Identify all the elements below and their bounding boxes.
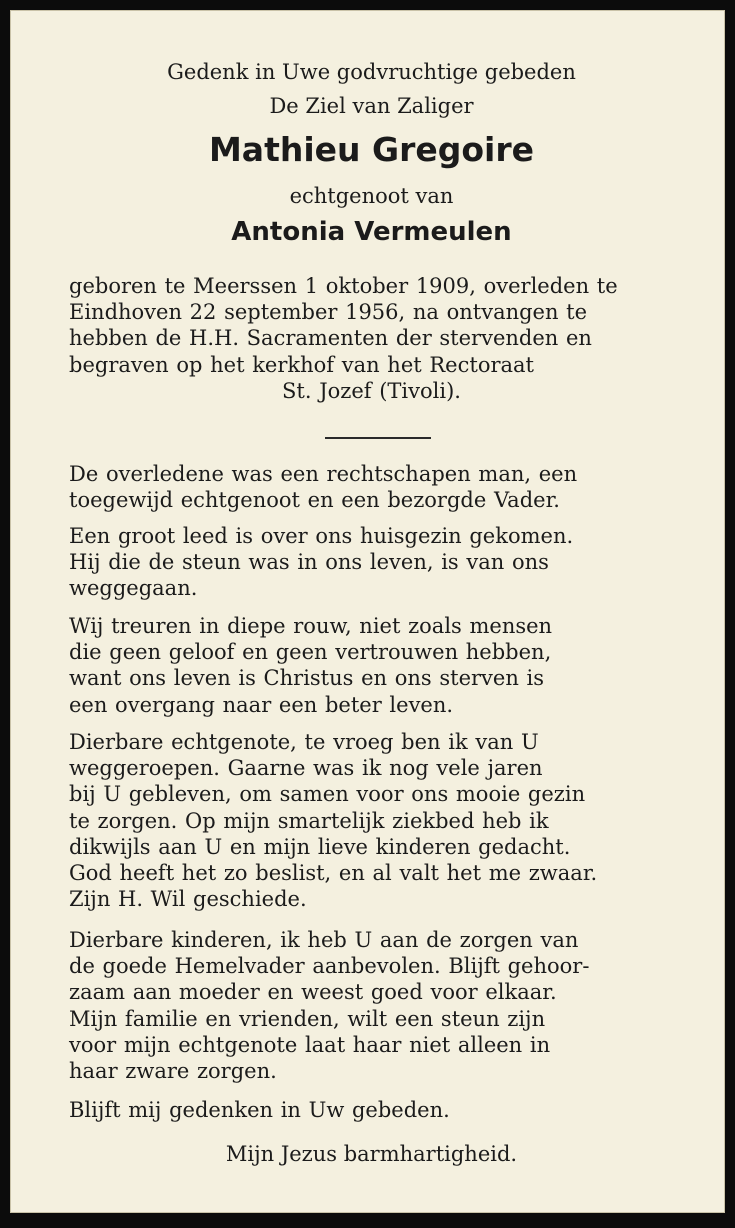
- soul-line: De Ziel van Zaliger: [269, 94, 474, 118]
- biography-line: geboren te Meerssen 1 oktober 1909, overleden te: [69, 274, 618, 298]
- divider-rule: [325, 437, 431, 439]
- biography-line: begraven op het kerkhof van het Rectoraat: [69, 352, 534, 377]
- text-line: Wij treuren in diepe rouw, niet zoals mensen: [69, 614, 553, 638]
- closing-prayer: Mijn Jezus barmhartigheid.: [225, 1142, 518, 1166]
- text-line: dikwijls aan U en mijn lieve kinderen gedacht.: [69, 834, 571, 859]
- text-line: voor mijn echtgenote laat haar niet alleen in: [69, 1032, 551, 1057]
- text-line: Een groot leed is over ons huisgezin gekomen.: [69, 524, 574, 548]
- relation-line: echtgenoot van: [289, 184, 454, 208]
- invocation-line: Gedenk in Uwe godvruchtige gebeden: [167, 60, 576, 84]
- text-line: zaam aan moeder en weest goed voor elkaar.: [69, 980, 557, 1005]
- text-line: de goede Hemelvader aanbevolen. Blijft gehoor-: [69, 954, 590, 979]
- text-line: Dierbare kinderen, ik heb U aan de zorgen van: [69, 928, 579, 952]
- paragraph-3: [69, 613, 674, 718]
- text-line: want ons leven is Christus en ons sterven is: [69, 666, 545, 691]
- text-line: Hij die de steun was in ons leven, is van ons: [69, 550, 549, 575]
- biography-line: St. Jozef (Tivoli).: [282, 378, 461, 403]
- text-line: Mijn familie en vrienden, wilt een steun zijn: [69, 1006, 546, 1031]
- paragraph-2: [69, 523, 674, 602]
- deceased-name: Mathieu Gregoire: [208, 130, 535, 169]
- spouse-name: Antonia Vermeulen: [231, 217, 512, 247]
- text-line: bij U gebleven, om samen voor ons mooie gezin: [69, 782, 586, 807]
- text-line: een overgang naar een beter leven.: [69, 692, 454, 717]
- text-line: weggegaan.: [69, 576, 198, 601]
- biography-line: Eindhoven 22 september 1956, na ontvangen te: [69, 300, 588, 325]
- text-line: Zijn H. Wil geschiede.: [69, 887, 307, 912]
- paragraph-6: [69, 1097, 674, 1123]
- text-line: haar zware zorgen.: [69, 1059, 277, 1084]
- text-line: Dierbare echtgenote, te vroeg ben ik van U: [69, 730, 539, 754]
- text-line: De overledene was een rechtschapen man, een: [69, 462, 578, 486]
- text-line: weggeroepen. Gaarne was ik nog vele jaren: [69, 756, 543, 781]
- biography-line: hebben de H.H. Sacramenten der stervenden en: [69, 326, 592, 351]
- memorial-card: [10, 10, 725, 1213]
- text-line: Blijft mij gedenken in Uw gebeden.: [69, 1098, 450, 1122]
- text-line: toegewijd echtgenoot en een bezorgde Vader.: [69, 488, 560, 513]
- paragraph-1: [69, 461, 674, 513]
- paragraph-5: [69, 927, 674, 1084]
- text-line: God heeft het zo beslist, en al valt het me zwaar.: [69, 861, 598, 886]
- biography: [69, 273, 674, 404]
- text-line: die geen geloof en geen vertrouwen hebben,: [69, 640, 552, 665]
- paragraph-4: [69, 729, 674, 912]
- text-line: te zorgen. Op mijn smartelijk ziekbed heb ik: [69, 808, 549, 833]
